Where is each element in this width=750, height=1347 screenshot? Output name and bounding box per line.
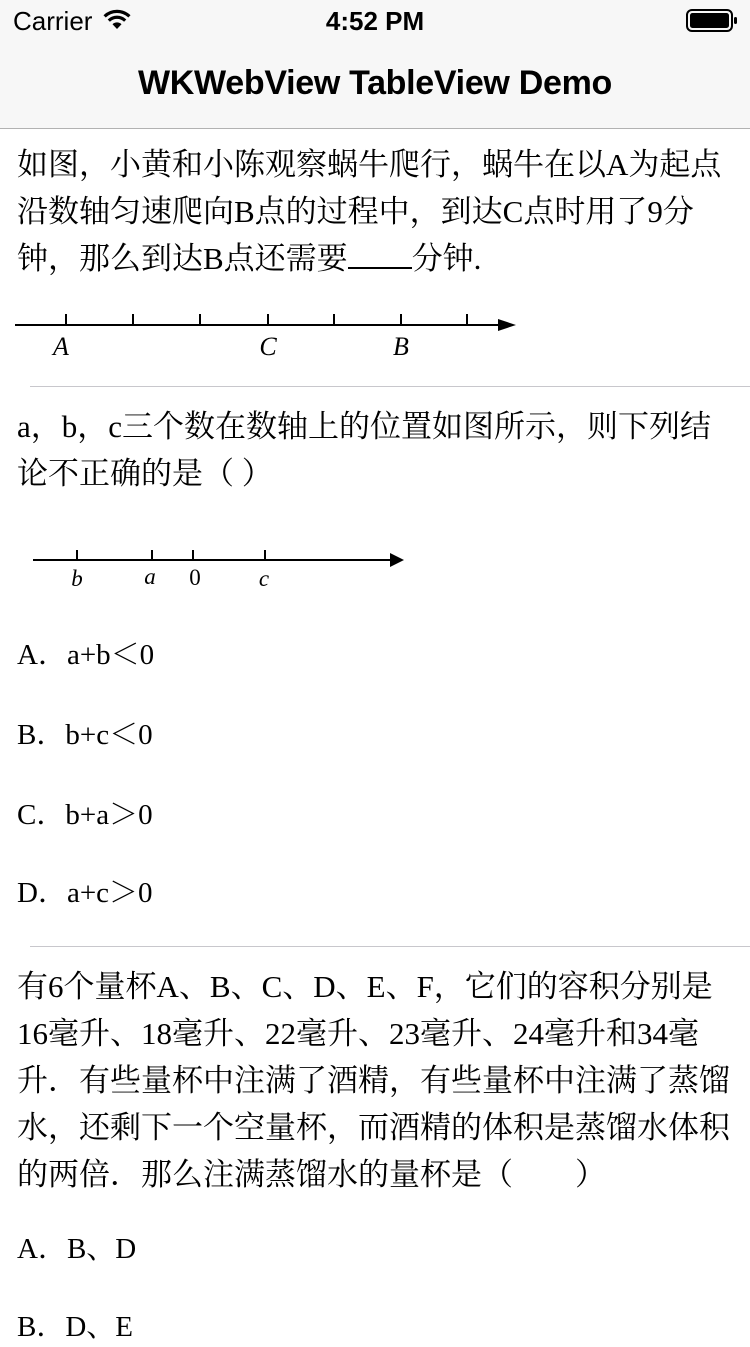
- origin-label: 0: [189, 565, 201, 590]
- question-cell[interactable]: [0, 387, 750, 946]
- answer-blank: [348, 237, 412, 269]
- question-text: a，b，c三个数在数轴上的位置如图所示，则下列结论不正确的是（ ）: [17, 409, 712, 491]
- question-cell[interactable]: [0, 129, 750, 386]
- point-b-label: b: [71, 566, 83, 591]
- point-b-label: B: [393, 332, 409, 361]
- question-text: [17, 141, 732, 282]
- number-line-figure: [0, 543, 420, 593]
- carrier-label: Carrier: [13, 6, 93, 36]
- question-cell[interactable]: [0, 947, 750, 1343]
- option-a[interactable]: A．B、D: [17, 1233, 137, 1265]
- question-stem: 如图，小黄和小陈观察蜗牛爬行，蜗牛在以A为起点沿数轴匀速爬向B点的过程中，到达C点时用了9分钟，那么到达B点还需要: [17, 147, 722, 276]
- question-stem-tail: 分钟.: [411, 241, 482, 276]
- question-text: 有6个量杯A、B、C、D、E、F，它们的容积分别是16毫升、18毫升、22毫升、23毫升、24毫升和34毫升．有些量杯中注满了酒精，有些量杯中注满了蒸馏水，还剩下一个空量杯，而酒精的体积是蒸馏水体积的两倍．那么注满蒸馏水的量杯是（ ）: [17, 969, 730, 1192]
- navigation-bar: [0, 0, 750, 129]
- point-c-label: c: [258, 566, 270, 591]
- point-a-label: a: [144, 564, 156, 589]
- number-line-figure: [0, 304, 530, 366]
- point-a-label: A: [53, 332, 69, 361]
- option-b[interactable]: B．b+c＜0: [17, 719, 153, 751]
- battery-icon: [686, 9, 738, 38]
- option-c[interactable]: C．b+a＞0: [17, 799, 153, 831]
- point-c-label: C: [259, 332, 277, 361]
- page-title: WKWebView TableView Demo: [138, 64, 612, 102]
- clock-time: 4:52 PM: [325, 6, 425, 36]
- option-b[interactable]: B．D、E: [17, 1311, 134, 1343]
- option-d[interactable]: D．a+c＞0: [17, 877, 153, 909]
- option-a[interactable]: A．a+b＜0: [17, 639, 155, 671]
